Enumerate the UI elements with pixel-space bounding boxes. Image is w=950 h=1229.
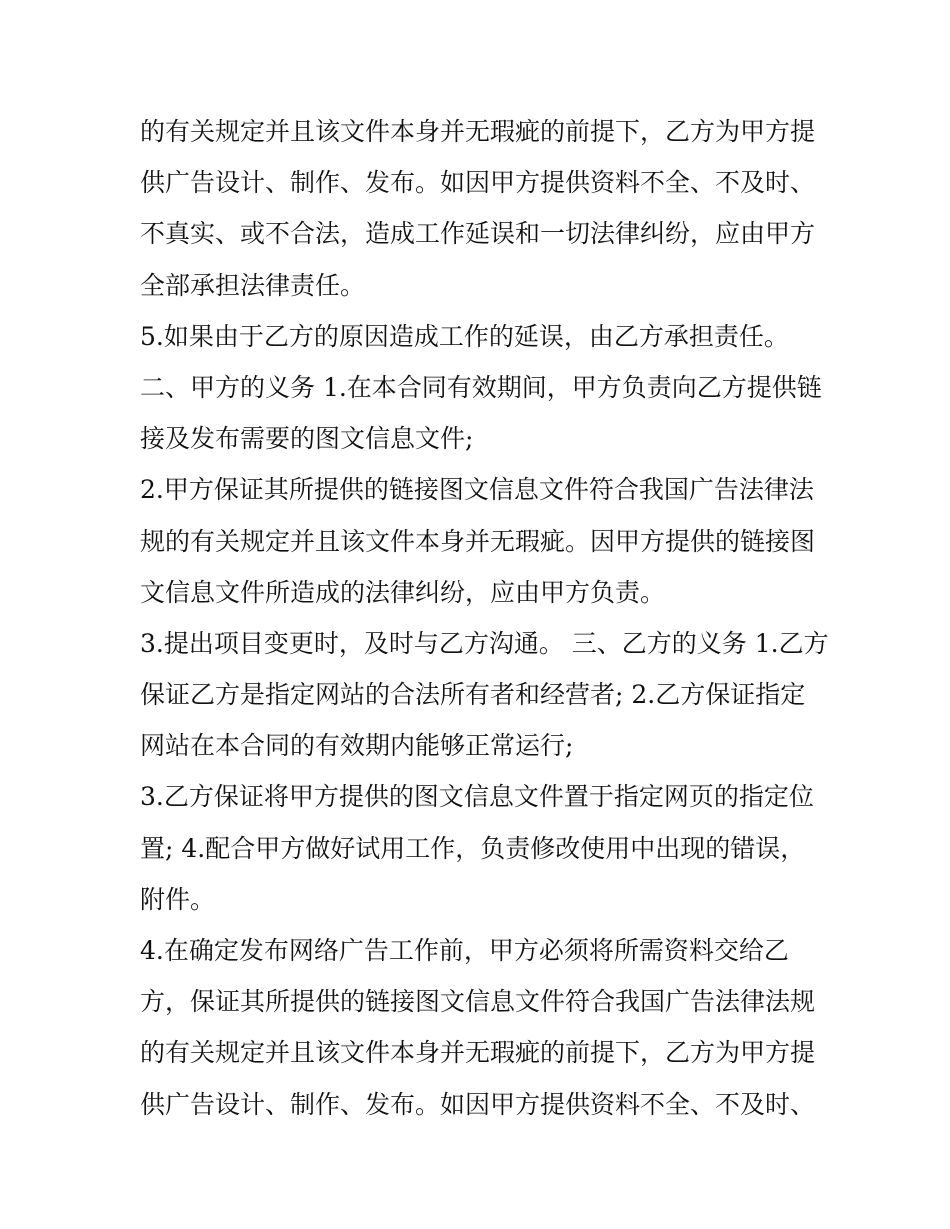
text-line: 5.如果由于乙方的原因造成工作的延误，由乙方承担责任。 (140, 321, 789, 351)
text-line: 供广告设计、制作、发布。如因甲方提供资料不全、不及时、 (140, 1089, 816, 1119)
text-line: 不真实、或不合法，造成工作延误和一切法律纠纷，应由甲方 (140, 219, 816, 249)
text-line: 规的有关规定并且该文件本身并无瑕疵。因甲方提供的链接图 (140, 526, 816, 556)
text-line: 3.提出项目变更时，及时与乙方沟通。 三、乙方的义务 1.乙方 (140, 628, 829, 658)
text-line: 二、甲方的义务 1.在本合同有效期间，甲方负责向乙方提供链 (140, 372, 822, 402)
text-line: 方，保证其所提供的链接图文信息文件符合我国广告法律法规 (140, 987, 816, 1017)
text-line: 的有关规定并且该文件本身并无瑕疵的前提下，乙方为甲方提 (140, 1038, 816, 1068)
text-line: 置; 4.配合甲方做好试用工作，负责修改使用中出现的错误， (140, 833, 806, 863)
text-line: 网站在本合同的有效期内能够正常运行; (140, 731, 574, 761)
text-line: 全部承担法律责任。 (140, 270, 366, 300)
document-body (140, 106, 830, 1130)
text-line: 4.在确定发布网络广告工作前，甲方必须将所需资料交给乙 (140, 936, 789, 965)
text-line: 接及发布需要的图文信息文件; (140, 424, 474, 454)
text-line: 附件。 (140, 884, 216, 914)
text-line: 文信息文件所造成的法律纠纷，应由甲方负责。 (140, 577, 666, 607)
text-line: 2.甲方保证其所提供的链接图文信息文件符合我国广告法律法 (140, 475, 814, 505)
text-line: 保证乙方是指定网站的合法所有者和经营者; 2.乙方保证指定 (140, 680, 806, 710)
text-line: 的有关规定并且该文件本身并无瑕疵的前提下，乙方为甲方提 (140, 117, 816, 146)
text-line: 供广告设计、制作、发布。如因甲方提供资料不全、不及时、 (140, 168, 816, 198)
text-line: 3.乙方保证将甲方提供的图文信息文件置于指定网页的指定位 (140, 782, 814, 812)
